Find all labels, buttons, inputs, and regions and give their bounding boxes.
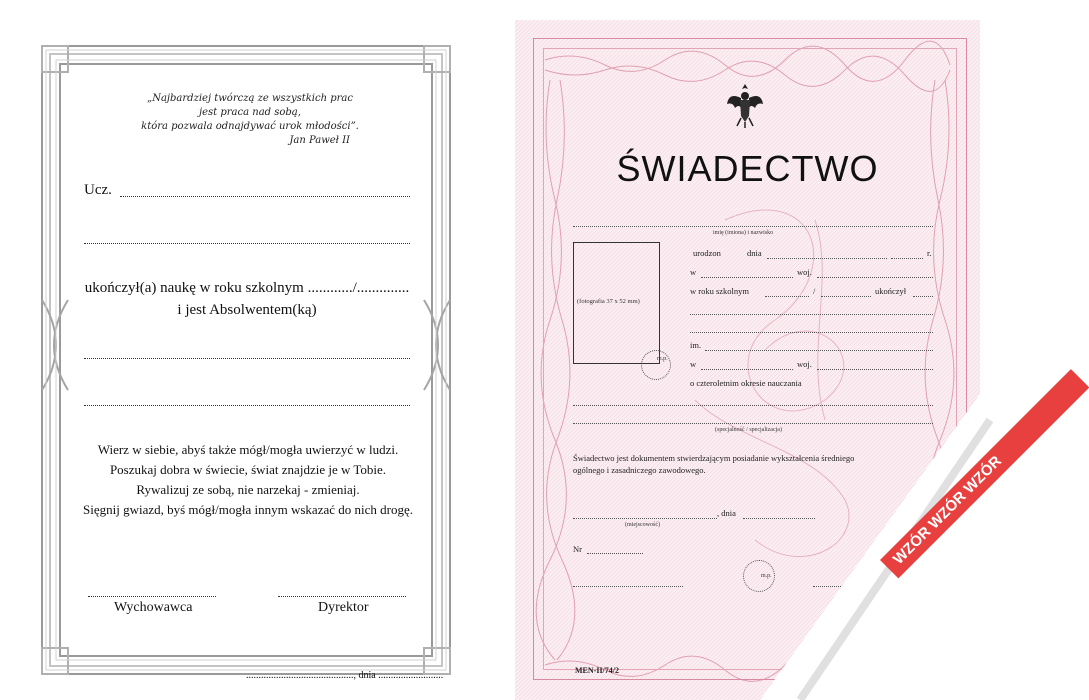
patron-line[interactable] [705, 350, 933, 351]
completed-text: ukończył(a) naukę w roku szkolnym ............/.............. [84, 280, 410, 296]
born-label: urodzon [693, 248, 721, 258]
student-label: Ucz. [84, 182, 112, 198]
issue-date-label: , dnia [717, 508, 736, 518]
poem-line: Wierz w siebie, abyś także mógł/mogła uwierzyć w ludzi. [97, 442, 399, 457]
born-year-line[interactable] [891, 258, 923, 259]
voivodeship-line[interactable] [817, 277, 933, 278]
signature-line-left[interactable] [573, 586, 683, 587]
statement-line: Świadectwo jest dokumentem stwierdzającym posiadanie wykształcenia średniego [573, 453, 855, 463]
photo-caption: (fotografia 37 x 52 mm) [577, 298, 640, 305]
director-signature-line[interactable] [278, 596, 406, 597]
place-caption: (miejscowość) [625, 522, 660, 528]
motivational-poem [78, 440, 418, 520]
specialty-caption: (specjalność / specjalizacja) [715, 427, 782, 433]
teacher-signature-line[interactable] [88, 596, 216, 597]
poem-line: Rywalizuj ze sobą, nie narzekaj - zmieniaj. [136, 482, 360, 497]
school-year-end-line[interactable] [821, 296, 871, 297]
quote-line: która pozwala odnajdywać urok młodości”. [141, 121, 359, 132]
left-certificate-page [0, 0, 495, 700]
born-date-line[interactable] [767, 258, 887, 259]
name-line[interactable] [573, 226, 933, 227]
quote-line: „Najbardziej twórczą ze wszystkich prac [147, 93, 353, 104]
form-code: MEN-II/74/2 [575, 666, 619, 675]
name-caption: imię (imiona) i nazwisko [713, 230, 774, 236]
school-name-line-2[interactable] [690, 332, 933, 333]
quote-author: Jan Paweł II [289, 135, 350, 146]
school-year-label: w roku szkolnym [690, 286, 750, 296]
born-day-label: dnia [747, 248, 762, 258]
quote-block [120, 92, 380, 148]
graduate-text: i jest Absolwentem(ką) [177, 302, 317, 318]
certificate-title: ŚWIADECTWO [616, 148, 879, 189]
sample-watermark-banner: WZÓR WZÓR WZÓR [880, 369, 1089, 578]
patron-label: im. [690, 340, 702, 350]
student-name-line[interactable] [120, 196, 410, 197]
school-place-label: w [690, 359, 697, 369]
voivodeship-label: woj. [797, 267, 812, 277]
school-place-line[interactable] [701, 369, 793, 370]
school-year-start-line[interactable] [765, 296, 809, 297]
completed-label: ukończył [875, 286, 907, 296]
issue-place-line[interactable] [573, 518, 717, 519]
stamp-circle [641, 350, 671, 380]
number-line[interactable] [587, 553, 643, 554]
poem-line: Sięgnij gwiazd, byś mógł/mogła innym wskazać do nich drogę. [83, 502, 413, 517]
blank-line-2[interactable] [84, 405, 410, 406]
year-suffix: r. [927, 248, 932, 258]
period-text: o czteroletnim okresie nauczania [690, 378, 802, 388]
stamp-label: m.p. [657, 356, 668, 362]
teacher-label: Wychowawca [114, 600, 193, 615]
school-name-line-1[interactable] [690, 314, 933, 315]
poem-line: Poszukaj dobra w świecie, świat znajdzie je w Tobie. [109, 462, 387, 477]
quote-line: jest praca nad sobą, [199, 107, 301, 118]
page-curl [760, 380, 990, 700]
born-place-line[interactable] [701, 277, 793, 278]
stamp-label-2: m.p. [761, 573, 772, 579]
date-line: ..........................................., dnia .......................... [246, 670, 444, 681]
eagle-emblem-icon [725, 82, 765, 128]
school-voivodeship-label: woj. [797, 359, 812, 369]
student-name-line-2[interactable] [84, 243, 410, 244]
statement-line: ogólnego i zasadniczego zawodowego. [573, 465, 706, 475]
school-year-slash: / [813, 286, 816, 296]
number-label: Nr [573, 544, 582, 554]
completed-suffix-line[interactable] [913, 296, 933, 297]
born-place-label: w [690, 267, 697, 277]
school-voivodeship-line[interactable] [817, 369, 933, 370]
director-label: Dyrektor [318, 600, 369, 615]
blank-line-1[interactable] [84, 358, 410, 359]
